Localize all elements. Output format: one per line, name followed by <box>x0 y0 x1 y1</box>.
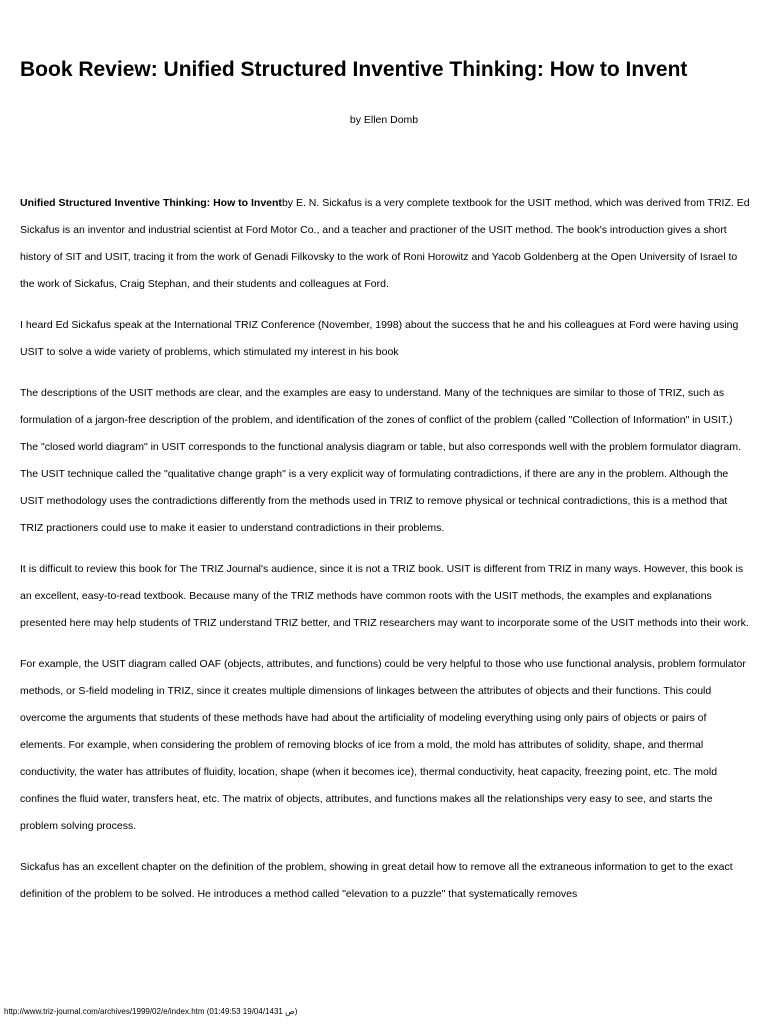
author-byline: by Ellen Domb <box>349 114 419 126</box>
paragraph-2: I heard Ed Sickafus speak at the International TRIZ Conference (November, 1998) about the success that he and his colleagues at Ford were having using USIT to solve a wide variety of problems, which stimulated my interest in his book <box>20 319 739 358</box>
paragraph-1 <box>20 190 750 298</box>
paragraph-1-text: by E. N. Sickafus is a very complete textbook for the USIT method, which was derived from TRIZ. Ed Sickafus is an inventor and industrial scientist at Ford Motor Co., and a teacher and practioner of the USIT method. The book's introduction gives a short history of SIT and USIT, tracing it from the work of Genadi Filkovsky to the work of Roni Horowitz and Yacob Goldenberg at the Open University of Israel to the work of Sickafus, Craig Stephan, and their students and colleagues at Ford. <box>20 197 750 290</box>
source-url-footer: http://www.triz-journal.com/archives/1999/02/e/index.htm (01:49:53 ص 19/04/1431) <box>4 1007 298 1016</box>
book-title: Unified Structured Inventive Thinking: How to Invent <box>20 197 282 209</box>
paragraph-6: Sickafus has an excellent chapter on the definition of the problem, showing in great detail how to remove all the extraneous information to get to the exact definition of the problem to be solved. He introduces a method called "elevation to a puzzle" that systematically removes <box>20 861 733 900</box>
paragraph-4: It is difficult to review this book for The TRIZ Journal's audience, since it is not a TRIZ book. USIT is different from TRIZ in many ways. However, this book is an excellent, easy-to-read textbook. Because many of the TRIZ methods have common roots with the USIT methods, the examples and explanations presented here may help students of TRIZ understand TRIZ better, and TRIZ researchers may want to incorporate some of the USIT methods into their work. <box>20 563 749 629</box>
paragraph-3: The descriptions of the USIT methods are clear, and the examples are easy to understand. Many of the techniques are similar to those of TRIZ, such as formulation of a jargon-free description of the problem, and identification of the zones of conflict of the problem (called "Collection of Information" in USIT.) The "closed world diagram" in USIT corresponds to the functional analysis diagram or table, but also corresponds well with the problem formulator diagram. The USIT technique called the "qualitative change graph" is a very explicit way of formulating contradictions, if there are any in the problem. Although the USIT methodology uses the contradictions differently from the methods used in TRIZ to remove physical or technical contradictions, this is a method that TRIZ practioners could use to make it easier to understand contradictions in their problems. <box>20 387 742 534</box>
paragraph-5: For example, the USIT diagram called OAF (objects, attributes, and functions) could be very helpful to those who use functional analysis, problem formulator methods, or S-field modeling in TRIZ, since it creates multiple dimensions of linkages between the attributes of objects and their functions. This could overcome the arguments that students of these methods have had about the artificiality of modeling everything using only pairs of objects or pairs of elements. For example, when considering the problem of removing blocks of ice from a mold, the mold has attributes of solidity, shape, and thermal conductivity, the water has attributes of fluidity, location, shape (when it becomes ice), thermal conductivity, heat capacity, freezing point, etc. The mold confines the fluid water, transfers heat, etc. The matrix of objects, attributes, and functions makes all the relationships very easy to see, and starts the problem solving process. <box>20 658 746 832</box>
page-title: Book Review: Unified Structured Inventive Thinking: How to Invent <box>20 58 688 81</box>
article-body <box>20 190 750 922</box>
